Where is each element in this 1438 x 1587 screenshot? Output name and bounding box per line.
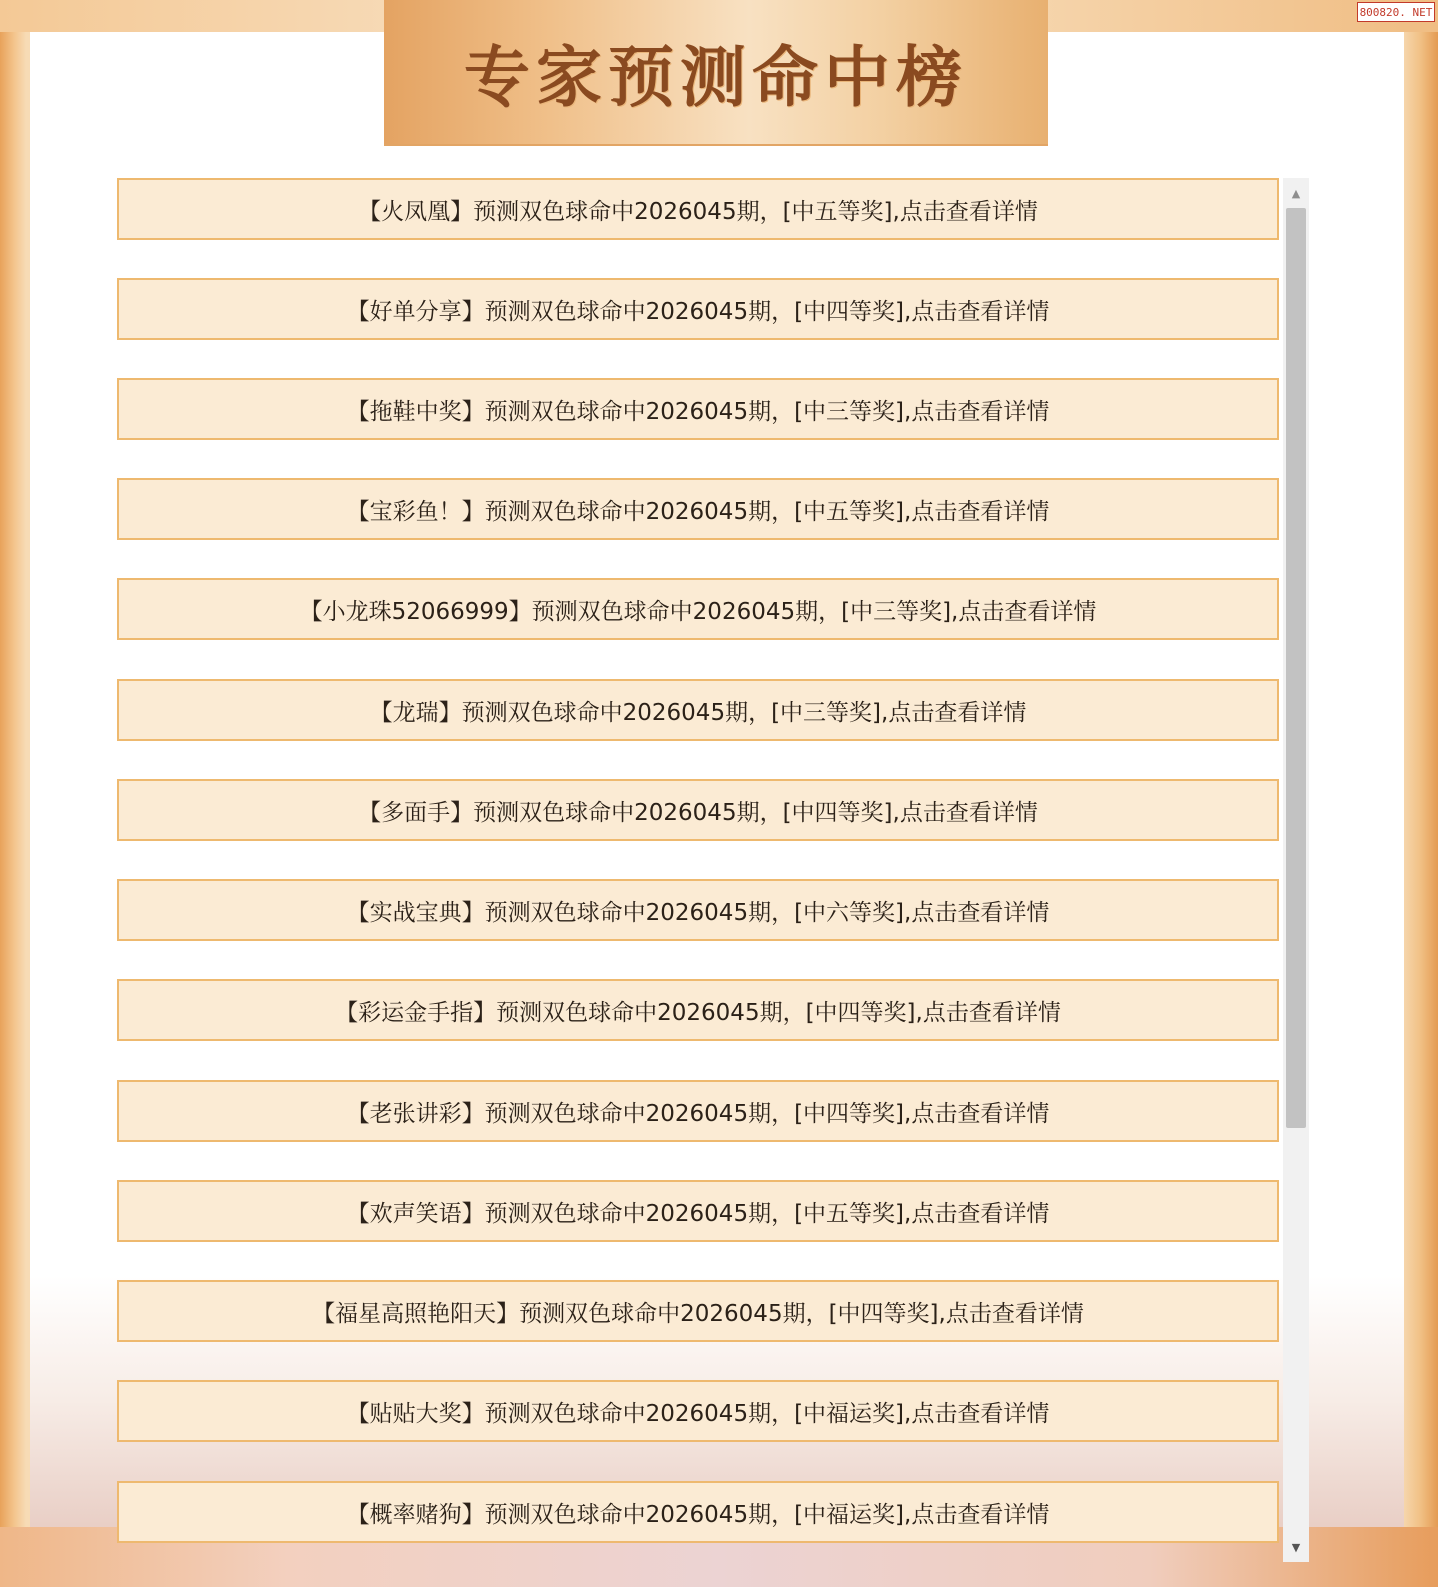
prediction-list <box>117 178 1310 1562</box>
list-item[interactable] <box>117 478 1279 540</box>
list-item-label: 【好单分享】预测双色球命中2026045期，[中四等奖],点击查看详情 <box>346 298 1050 325</box>
list-item[interactable] <box>117 979 1279 1041</box>
list-item-label: 【概率赌狗】预测双色球命中2026045期，[中福运奖],点击查看详情 <box>346 1501 1050 1528</box>
list-item[interactable] <box>117 178 1279 240</box>
list-item-label: 【小龙珠52066999】预测双色球命中2026045期，[中三等奖],点击查看详情 <box>299 598 1097 625</box>
list-item-label: 【欢声笑语】预测双色球命中2026045期，[中五等奖],点击查看详情 <box>346 1200 1050 1227</box>
list-item-label: 【龙瑞】预测双色球命中2026045期，[中三等奖],点击查看详情 <box>369 699 1027 726</box>
list-item-label: 【贴贴大奖】预测双色球命中2026045期，[中福运奖],点击查看详情 <box>346 1400 1050 1427</box>
scroll-thumb[interactable] <box>1286 208 1306 1128</box>
list-item[interactable] <box>117 378 1279 440</box>
list-item[interactable] <box>117 1481 1279 1543</box>
list-item[interactable] <box>117 278 1279 340</box>
list-item-label: 【多面手】预测双色球命中2026045期，[中四等奖],点击查看详情 <box>358 799 1038 826</box>
scroll-down-icon[interactable]: ▼ <box>1291 1540 1301 1554</box>
watermark: 800820. NET <box>1357 2 1435 22</box>
list-item[interactable] <box>117 578 1279 640</box>
scrollbar[interactable] <box>1283 178 1309 1562</box>
list-item-label: 【彩运金手指】预测双色球命中2026045期，[中四等奖],点击查看详情 <box>335 999 1061 1026</box>
list-item-label: 【宝彩鱼！】预测双色球命中2026045期，[中五等奖],点击查看详情 <box>346 498 1050 525</box>
list-item[interactable] <box>117 779 1279 841</box>
list-item-label: 【实战宝典】预测双色球命中2026045期，[中六等奖],点击查看详情 <box>346 899 1050 926</box>
list-item[interactable] <box>117 1380 1279 1442</box>
list-item[interactable] <box>117 1280 1279 1342</box>
list-item-label: 【老张讲彩】预测双色球命中2026045期，[中四等奖],点击查看详情 <box>346 1100 1050 1127</box>
title-plate <box>384 0 1048 144</box>
list-item[interactable] <box>117 1080 1279 1142</box>
page-title: 专家预测命中榜 <box>464 38 968 116</box>
scroll-up-icon[interactable]: ▲ <box>1291 186 1301 200</box>
list-item[interactable] <box>117 879 1279 941</box>
list-item-label: 【拖鞋中奖】预测双色球命中2026045期，[中三等奖],点击查看详情 <box>346 398 1050 425</box>
list-item-label: 【福星高照艳阳天】预测双色球命中2026045期，[中四等奖],点击查看详情 <box>312 1300 1084 1327</box>
list-item[interactable] <box>117 679 1279 741</box>
list-item-label: 【火凤凰】预测双色球命中2026045期，[中五等奖],点击查看详情 <box>358 198 1038 225</box>
list-item[interactable] <box>117 1180 1279 1242</box>
